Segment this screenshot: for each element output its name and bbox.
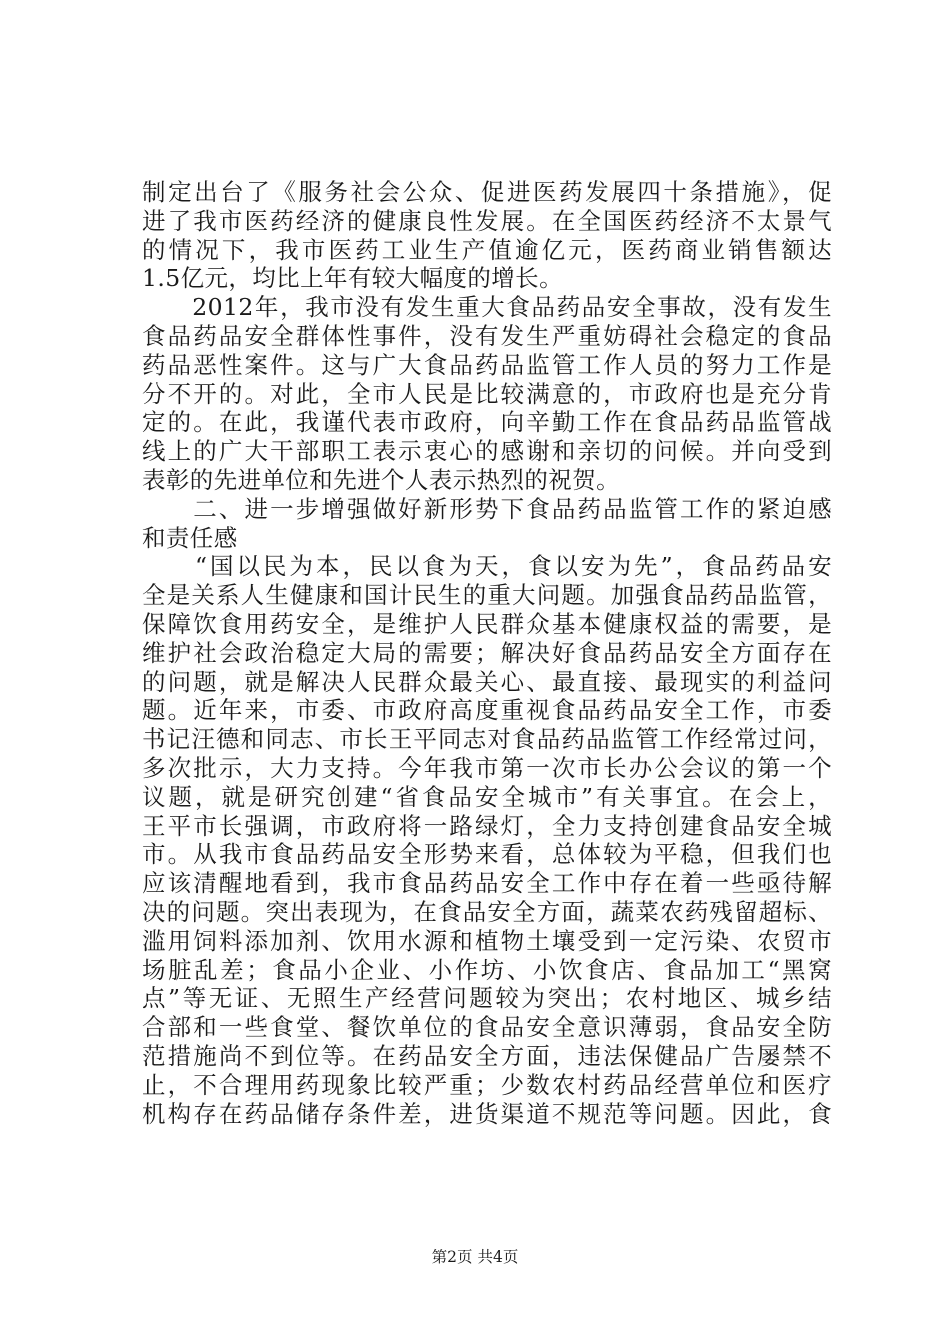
text-line: 场脏乱差；食品小企业、小作坊、小饮食店、食品加工“黑窝 [142, 955, 832, 984]
text-line: 药品恶性案件。这与广大食品药品监管工作人员的努力工作是 [142, 350, 832, 379]
text-line: 线上的广大干部职工表示衷心的感谢和亲切的问候。并向受到 [142, 437, 832, 466]
text-line: 食品药品安全群体性事件，没有发生严重妨碍社会稳定的食品 [142, 321, 832, 350]
text-line: 表彰的先进单位和先进个人表示热烈的祝贺。 [142, 465, 620, 494]
page-footer: 第2页 共4页 [431, 1248, 519, 1266]
text-line: 的情况下，我市医药工业生产值逾亿元，医药商业销售额达 [142, 235, 832, 264]
text-line: 维护社会政治稳定大局的需要；解决好食品药品安全方面存在 [142, 638, 832, 667]
text-line: 保障饮食用药安全，是维护人民群众基本健康权益的需要，是 [142, 609, 832, 638]
text-line: 1.5亿元，均比上年有较大幅度的增长。 [142, 264, 563, 293]
text-line: 议题，就是研究创建“省食品安全城市”有关事宜。在会上， [142, 782, 832, 811]
text-line: 制定出台了《服务社会公众、促进医药发展四十条措施》，促 [142, 178, 832, 206]
text-line: 全是关系人生健康和国计民生的重大问题。加强食品药品监管， [142, 581, 832, 610]
text-line: 止，不合理用药现象比较严重；少数农村药品经营单位和医疗 [142, 1070, 832, 1099]
text-line: 决的问题。突出表现为，在食品安全方面，蔬菜农药残留超标、 [142, 897, 832, 926]
text-line: 题。近年来，市委、市政府高度重视食品药品安全工作，市委 [142, 696, 832, 725]
text-line: 滥用饲料添加剂、饮用水源和植物土壤受到一定污染、农贸市 [142, 926, 832, 955]
text-line: 机构存在药品储存条件差，进货渠道不规范等问题。因此，食 [142, 1099, 832, 1128]
text-line: 多次批示，大力支持。今年我市第一次市长办公会议的第一个 [142, 753, 832, 782]
text-line: 市。从我市食品药品安全形势来看，总体较为平稳，但我们也 [142, 840, 832, 869]
text-line: 分不开的。对此，全市人民是比较满意的，市政府也是充分肯 [142, 379, 832, 408]
text-line: 王平市长强调，市政府将一路绿灯，全力支持创建食品安全城 [142, 811, 832, 840]
text-line: 的问题，就是解决人民群众最关心、最直接、最现实的利益问 [142, 667, 832, 696]
document-body [142, 178, 832, 1128]
text-line: 应该清醒地看到，我市食品药品安全工作中存在着一些亟待解 [142, 869, 832, 898]
text-line: 2012年，我市没有发生重大食品药品安全事故，没有发生 [142, 293, 832, 322]
text-line: 二、进一步增强做好新形势下食品药品监管工作的紧迫感 [142, 494, 832, 523]
text-line: 合部和一些食堂、餐饮单位的食品安全意识薄弱，食品安全防 [142, 1013, 832, 1042]
text-line: 和责任感 [142, 523, 238, 552]
text-line: “国以民为本，民以食为天，食以安为先”，食品药品安 [142, 552, 832, 581]
text-line: 书记汪德和同志、市长王平同志对食品药品监管工作经常过问， [142, 725, 832, 754]
text-line: 点”等无证、无照生产经营问题较为突出；农村地区、城乡结 [142, 984, 832, 1013]
text-line: 定的。在此，我谨代表市政府，向辛勤工作在食品药品监管战 [142, 408, 832, 437]
text-line: 进了我市医药经济的健康良性发展。在全国医药经济不太景气 [142, 206, 832, 235]
text-line: 范措施尚不到位等。在药品安全方面，违法保健品广告屡禁不 [142, 1041, 832, 1070]
